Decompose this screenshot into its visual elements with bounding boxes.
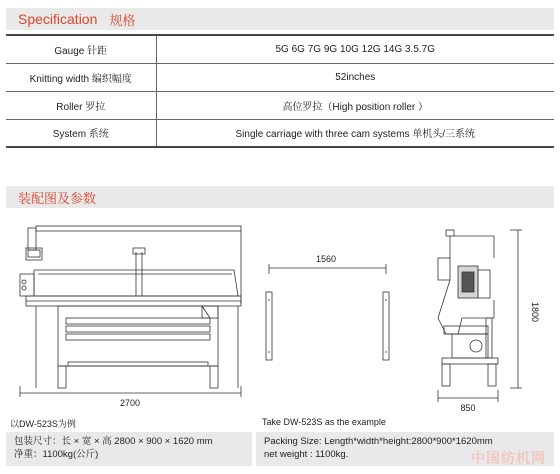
side-view xyxy=(438,230,522,402)
top-view xyxy=(266,264,389,360)
packing-size-cn: 包装尺寸：长 × 宽 × 高 2800 × 900 × 1620 mm xyxy=(14,436,213,447)
front-view xyxy=(20,226,241,397)
caption-en: Take DW-523S as the example xyxy=(262,417,386,427)
spec-table xyxy=(6,34,554,148)
caption-cn: 以DW-523S为例 xyxy=(10,419,76,429)
row-label: Gauge 针距 xyxy=(6,35,156,63)
assembly-drawing xyxy=(6,222,554,412)
row-label: System 系统 xyxy=(6,119,156,147)
watermark-logo: 中国纺机网 xyxy=(471,450,546,466)
dim-side-height: 1800 xyxy=(530,301,540,323)
packing-size-en: Packing Size: Length*width*height:2800*900*1620mm xyxy=(264,436,493,447)
table-row xyxy=(6,91,554,119)
row-value: Single carriage with three cam systems 单机头/三系统 xyxy=(235,129,475,141)
spec-title-cn: 规格 xyxy=(109,12,136,28)
packing-cn xyxy=(6,432,252,466)
row-label: Knitting width 编织幅度 xyxy=(6,63,156,91)
net-weight-en: net weight : 1100kg. xyxy=(264,449,349,460)
spec-title: Specification xyxy=(18,11,98,27)
row-label: Roller 罗拉 xyxy=(6,91,156,119)
net-weight-cn: 净重：1100kg(公斤) xyxy=(14,449,99,460)
drawing-section-header xyxy=(6,186,554,208)
row-value: 高位罗拉（High position roller ） xyxy=(282,101,429,113)
table-row xyxy=(6,35,554,63)
drawing-title: 装配图及参数 xyxy=(18,190,97,206)
dim-side-width: 850 xyxy=(460,403,476,412)
row-value: 52inches xyxy=(335,71,376,83)
spec-section-header xyxy=(6,8,554,30)
dim-front-width: 2700 xyxy=(119,398,141,408)
row-value: 5G 6G 7G 9G 10G 12G 14G 3.5.7G xyxy=(275,43,436,55)
table-row xyxy=(6,119,554,147)
table-row xyxy=(6,63,554,91)
dim-top-width: 1560 xyxy=(315,254,337,264)
